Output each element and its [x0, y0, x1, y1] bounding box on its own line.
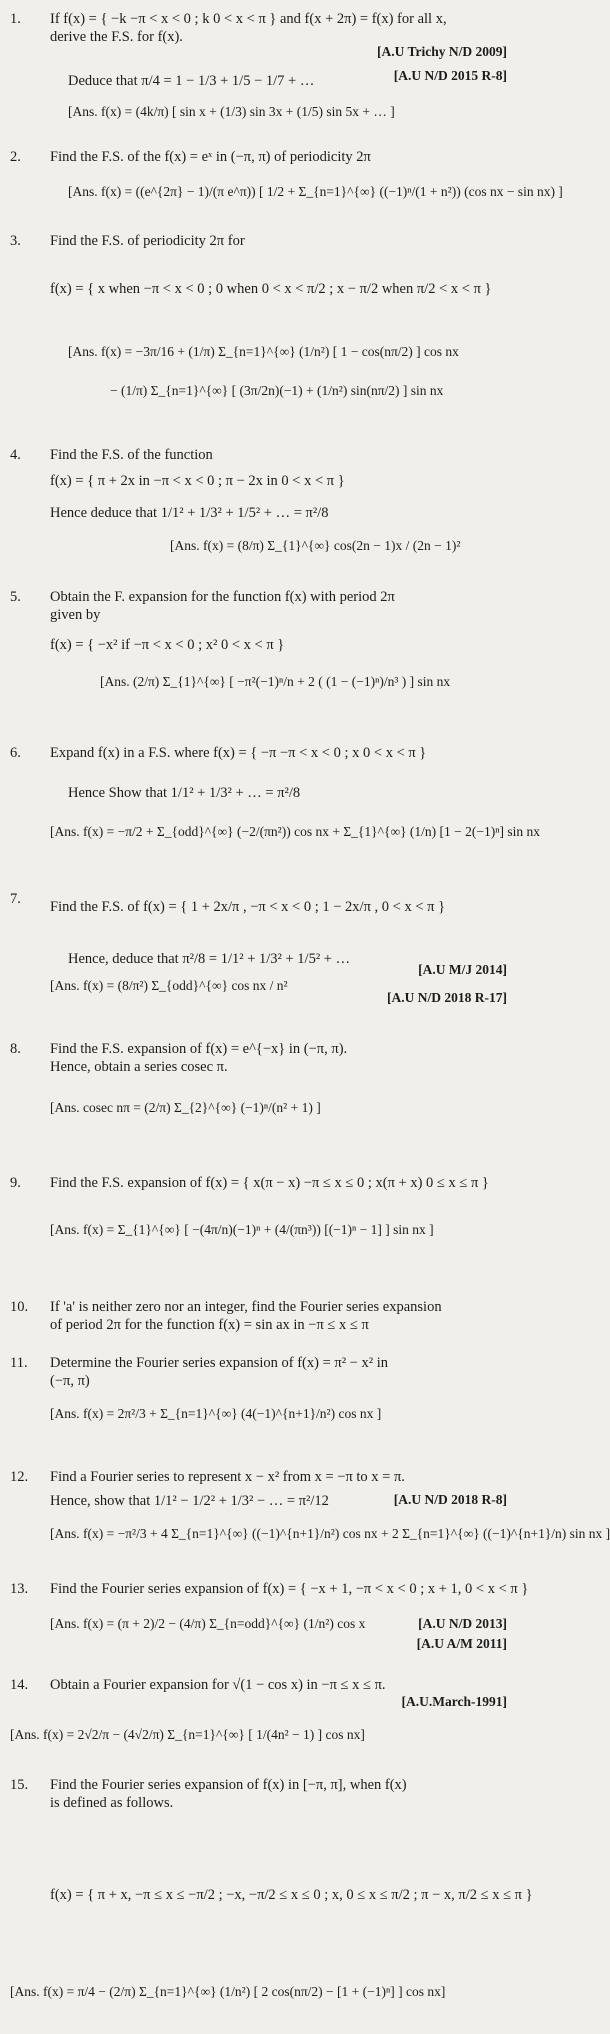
piecewise-definition: f(x) = { −x² if −π < x < 0 ; x² 0 < x < π } [50, 637, 285, 654]
piecewise-definition: f(x) = { π + x, −π ≤ x ≤ −π/2 ; −x, −π/2 ≤ x ≤ 0 ; x, 0 ≤ x ≤ π/2 ; π − x, π/2 ≤ x ≤ π } [50, 1887, 533, 1904]
answer: [Ans. f(x) = ((e^{2π} − 1)/(π e^π)) [ 1/2 + Σ_{n=1}^{∞} ((−1)ⁿ/(1 + n²)) (cos nx − sin nx) ] [68, 184, 563, 200]
answer: [Ans. f(x) = (8/π²) Σ_{odd}^{∞} cos nx / n² [50, 978, 288, 994]
answer: [Ans. f(x) = Σ_{1}^{∞} [ −(4π/n)(−1)ⁿ + (4/(πn³)) [(−1)ⁿ − 1] ] sin nx ] [50, 1222, 434, 1238]
problem-number: 4. [10, 447, 21, 463]
piecewise-definition: f(x) = { π + 2x in −π < x < 0 ; π − 2x in 0 < x < π } [50, 473, 345, 490]
answer: [Ans. f(x) = 2π²/3 + Σ_{n=1}^{∞} (4(−1)^{n+1}/n²) cos nx ] [50, 1406, 382, 1422]
problem-4 [10, 446, 507, 555]
problem-1 [10, 10, 507, 121]
problem-text: Deduce that π/4 = 1 − 1/3 + 1/5 − 1/7 + … [68, 73, 315, 90]
problem-number: 3. [10, 233, 21, 249]
problem-number: 15. [10, 1777, 29, 1793]
reference: [A.U.March-1991] [401, 1694, 507, 1710]
problem-text: Hence, obtain a series cosec π. [50, 1059, 228, 1076]
problem-text: is defined as follows. [50, 1795, 174, 1812]
answer: [Ans. f(x) = (π + 2)/2 − (4/π) Σ_{n=odd}^{∞} (1/n²) cos x [50, 1616, 366, 1632]
problem-text: derive the F.S. for f(x). [50, 29, 183, 46]
reference: [A.U Trichy N/D 2009] [377, 44, 507, 59]
problem-number: 14. [10, 1677, 29, 1693]
problem-text: Find the F.S. of f(x) = { 1 + 2x/π , −π < x < 0 ; 1 − 2x/π , 0 < x < π } [50, 899, 446, 915]
problem-10 [10, 1298, 507, 1334]
problem-text: Find the F.S. expansion of f(x) = e^{−x} in (−π, π). [50, 1041, 348, 1057]
reference: [A.U N/D 2013] [418, 1616, 507, 1631]
answer: [Ans. (2/π) Σ_{1}^{∞} [ −π²(−1)ⁿ/n + 2 ( (1 − (−1)ⁿ)/n³ ) ] sin nx [100, 674, 451, 690]
problem-text: Hence Show that 1/1² + 1/3² + … = π²/8 [68, 785, 301, 802]
answer: [Ans. cosec nπ = (2/π) Σ_{2}^{∞} (−1)ⁿ/(n² + 1) ] [50, 1100, 321, 1116]
answer: − (1/π) Σ_{n=1}^{∞} [ (3π/2n)(−1) + (1/n²) sin(nπ/2) ] sin nx [110, 383, 444, 399]
problem-text: Find the Fourier series expansion of f(x) in [−π, π], when f(x) [50, 1777, 407, 1793]
problem-15 [10, 1776, 533, 2001]
problem-3 [10, 232, 507, 400]
problem-text: Determine the Fourier series expansion of f(x) = π² − x² in [50, 1355, 388, 1371]
problem-13 [10, 1580, 529, 1651]
problem-7 [10, 890, 507, 1005]
answer: [Ans. f(x) = π/4 − (2/π) Σ_{n=1}^{∞} (1/n²) [ 2 cos(nπ/2) − [1 + (−1)ⁿ] ] cos nx] [10, 1984, 446, 2000]
answer: [Ans. f(x) = (8/π) Σ_{1}^{∞} cos(2n − 1)x / (2n − 1)² [170, 538, 461, 554]
problem-text: Hence deduce that 1/1² + 1/3² + 1/5² + … = π²/8 [50, 505, 329, 522]
problem-number: 8. [10, 1041, 21, 1057]
problem-text: Hence, show that 1/1² − 1/2² + 1/3² − … = π²/12 [50, 1493, 329, 1510]
problem-text: Find a Fourier series to represent x − x² from x = −π to x = π. [50, 1469, 405, 1485]
answer: [Ans. f(x) = −3π/16 + (1/π) Σ_{n=1}^{∞} (1/n²) [ 1 − cos(nπ/2) ] cos nx [68, 344, 459, 360]
problem-number: 13. [10, 1581, 29, 1597]
problem-5 [10, 588, 507, 691]
reference: [A.U M/J 2014] [418, 962, 507, 977]
problem-text: Find the F.S. expansion of f(x) = { x(π − x) −π ≤ x ≤ 0 ; x(π + x) 0 ≤ x ≤ π } [50, 1175, 489, 1191]
problem-number: 11. [10, 1355, 28, 1371]
problem-text: Obtain the F. expansion for the function f(x) with period 2π [50, 589, 395, 605]
problem-text: of period 2π for the function f(x) = sin ax in −π ≤ x ≤ π [50, 1317, 369, 1334]
problem-text: (−π, π) [50, 1373, 90, 1390]
problem-number: 12. [10, 1469, 29, 1485]
problem-text: If f(x) = { −k −π < x < 0 ; k 0 < x < π } and f(x + 2π) = f(x) for all x, [50, 11, 447, 27]
answer: [Ans. f(x) = −π/2 + Σ_{odd}^{∞} (−2/(πn²)) cos nx + Σ_{1}^{∞} (1/n) [1 − 2(−1)ⁿ] sin nx [50, 824, 541, 840]
answer: [Ans. f(x) = (4k/π) [ sin x + (1/3) sin 3x + (1/5) sin 5x + … ] [68, 104, 395, 120]
problem-number: 7. [10, 891, 21, 907]
problem-text: Find the Fourier series expansion of f(x) = { −x + 1, −π < x < 0 ; x + 1, 0 < x < π } [50, 1581, 529, 1597]
problem-text: Hence, deduce that π²/8 = 1/1² + 1/3² + 1/5² + … [68, 951, 351, 968]
problem-number: 5. [10, 589, 21, 605]
problem-14 [10, 1676, 507, 1744]
reference: [A.U N/D 2018 R-17] [387, 990, 507, 1005]
problem-text: given by [50, 607, 101, 624]
problem-number: 2. [10, 149, 21, 165]
problem-text: Obtain a Fourier expansion for √(1 − cos x) in −π ≤ x ≤ π. [50, 1677, 386, 1693]
problem-number: 6. [10, 745, 21, 761]
problem-text: Find the F.S. of the function [50, 447, 213, 463]
problem-8 [10, 1040, 507, 1117]
problem-text: Find the F.S. of the f(x) = eˣ in (−π, π) of periodicity 2π [50, 149, 371, 165]
problem-text: Find the F.S. of periodicity 2π for [50, 233, 245, 249]
reference: [A.U A/M 2011] [416, 1636, 507, 1651]
problem-number: 9. [10, 1175, 21, 1191]
reference: [A.U N/D 2018 R-8] [393, 1492, 507, 1507]
problem-12 [10, 1468, 610, 1543]
reference: [A.U N/D 2015 R-8] [393, 68, 507, 83]
answer: [Ans. f(x) = −π²/3 + 4 Σ_{n=1}^{∞} ((−1)^{n+1}/n²) cos nx + 2 Σ_{n=1}^{∞} ((−1)^{n+1}/n) sin nx ] [50, 1526, 610, 1542]
problem-11 [10, 1354, 507, 1423]
problem-9 [10, 1174, 507, 1239]
answer: [Ans. f(x) = 2√2/π − (4√2/π) Σ_{n=1}^{∞} [ 1/(4n² − 1) ] cos nx] [10, 1727, 365, 1742]
problem-number: 1. [10, 11, 21, 27]
problem-2 [10, 148, 563, 201]
problem-6 [10, 744, 541, 841]
problem-text: Expand f(x) in a F.S. where f(x) = { −π −π < x < 0 ; x 0 < x < π } [50, 745, 427, 761]
problem-text: If 'a' is neither zero nor an integer, find the Fourier series expansion [50, 1299, 442, 1315]
piecewise-definition: f(x) = { x when −π < x < 0 ; 0 when 0 < x < π/2 ; x − π/2 when π/2 < x < π } [50, 281, 492, 298]
problem-number: 10. [10, 1299, 29, 1315]
